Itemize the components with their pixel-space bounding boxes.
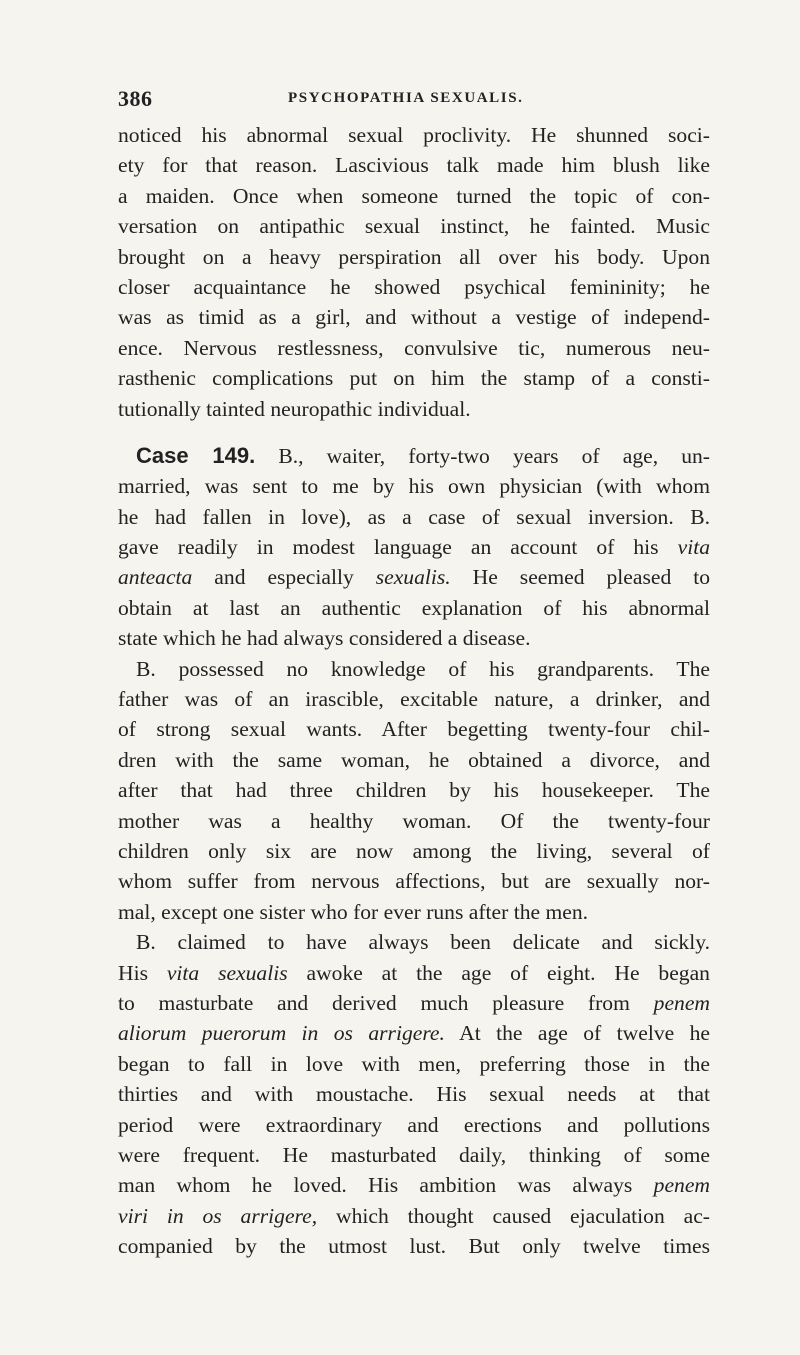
text-line: B. claimed to have always been delicate and sickly. bbox=[136, 930, 710, 955]
text-line: man whom he loved. His ambition was always penem bbox=[118, 1173, 710, 1198]
text-line: anteacta and especially sexualis. He seemed pleased to bbox=[118, 565, 710, 590]
text-line: state which he had always considered a disease. bbox=[118, 626, 531, 651]
text-line: of strong sexual wants. After begetting twenty-four chil- bbox=[118, 717, 710, 742]
paragraph-family bbox=[118, 654, 710, 928]
text-line: gave readily in modest language an account of his vita bbox=[118, 535, 710, 560]
text-line: aliorum puerorum in os arrigere. At the age of twelve he bbox=[118, 1021, 710, 1046]
text-line: after that had three children by his housekeeper. The bbox=[118, 778, 710, 803]
text-line: mal, except one sister who for ever runs after the men. bbox=[118, 899, 589, 924]
text-line: was as timid as a girl, and without a vestige of independ- bbox=[118, 305, 710, 330]
text-line: dren with the same woman, he obtained a divorce, and bbox=[118, 747, 710, 772]
text-line: noticed his abnormal sexual proclivity. He shunned soci- bbox=[118, 123, 710, 147]
running-title: PSYCHOPATHIA SEXUALIS. bbox=[288, 90, 524, 106]
text-line: versation on antipathic sexual instinct, he fainted. Music bbox=[118, 214, 710, 239]
text-line: mother was a healthy woman. Of the twenty-four bbox=[118, 808, 710, 833]
text-line: he had fallen in love), as a case of sexual inversion. B. bbox=[118, 504, 710, 529]
text-line: whom suffer from nervous affections, but are sexually nor- bbox=[118, 869, 710, 894]
page-number: 386 bbox=[118, 86, 153, 111]
text-line: obtain at last an authentic explanation of his abnormal bbox=[118, 595, 710, 620]
case-paragraph bbox=[118, 441, 710, 654]
text-line: began to fall in love with men, preferring those in the bbox=[118, 1051, 710, 1076]
text-line: to masturbate and derived much pleasure from penem bbox=[118, 990, 710, 1015]
text-line: married, was sent to me by his own physician (with whom bbox=[118, 474, 710, 499]
text-line: father was of an irascible, excitable nature, a drinker, and bbox=[118, 687, 710, 712]
paragraph-history bbox=[118, 927, 710, 1261]
text-line: Case 149. B., waiter, forty-two years of age, un- bbox=[136, 442, 710, 468]
text-line: B. possessed no knowledge of his grandparents. The bbox=[136, 656, 710, 681]
text-line: children only six are now among the living, several of bbox=[118, 838, 710, 863]
text-line: His vita sexualis awoke at the age of eight. He began bbox=[118, 960, 710, 985]
page-header bbox=[118, 86, 708, 116]
text-line: were frequent. He masturbated daily, thinking of some bbox=[118, 1142, 710, 1167]
text-line: brought on a heavy perspiration all over his body. Upon bbox=[118, 244, 710, 269]
text-line: viri in os arrigere, which thought caused ejaculation ac- bbox=[118, 1203, 710, 1228]
case-heading: Case 149. bbox=[136, 442, 256, 468]
text-line: closer acquaintance he showed psychical femininity; he bbox=[118, 274, 710, 299]
text-line: companied by the utmost lust. But only twelve times bbox=[118, 1234, 710, 1259]
text-line: ety for that reason. Lascivious talk made him blush like bbox=[118, 153, 710, 178]
text-line: thirties and with moustache. His sexual needs at that bbox=[118, 1082, 710, 1107]
text-line: period were extraordinary and erections and pollutions bbox=[118, 1112, 710, 1137]
body-text bbox=[118, 120, 710, 1261]
text-line: a maiden. Once when someone turned the topic of con- bbox=[118, 183, 710, 208]
text-line: ence. Nervous restlessness, convulsive tic, numerous neu- bbox=[118, 335, 710, 360]
text-line: tutionally tainted neuropathic individual. bbox=[118, 396, 471, 421]
text-line: rasthenic complications put on him the stamp of a consti- bbox=[118, 366, 710, 391]
paragraph-continuation bbox=[118, 120, 710, 424]
